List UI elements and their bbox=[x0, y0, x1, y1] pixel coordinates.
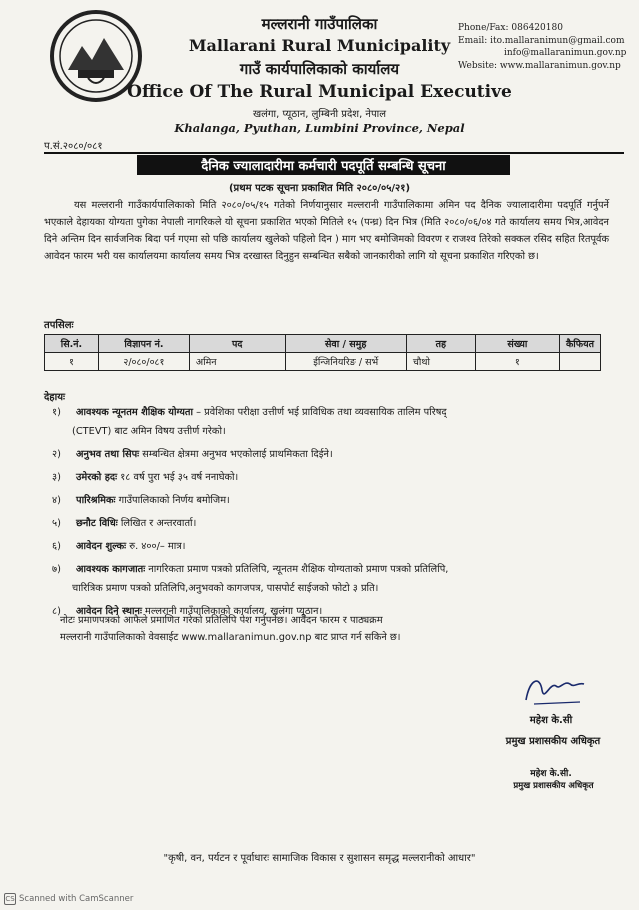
office-name-en: Office Of The Rural Municipal Executive bbox=[127, 82, 512, 102]
note-line-1: नोटः प्रमाणपत्रको आफैले प्रमाणित गरेको प्रतिलिपि पेश गर्नुपर्नेछ। आवेदन फारम र पाठ्यक्रम bbox=[60, 615, 383, 626]
cell-post: अमिन bbox=[189, 353, 285, 371]
item-text: गाउँपालिकाको निर्णय बमोजिम। bbox=[115, 495, 230, 506]
item-text: १८ वर्ष पुरा भई ३५ वर्ष ननाघेको। bbox=[117, 472, 239, 483]
email-primary: Email: ito.mallaranimun@gmail.com bbox=[458, 35, 625, 46]
signature-icon bbox=[520, 672, 590, 708]
list-item bbox=[52, 494, 612, 508]
cell-count: १ bbox=[475, 353, 559, 371]
vacancy-table bbox=[44, 334, 601, 371]
tapasil-label: तपसिलः bbox=[44, 320, 74, 331]
col-advert-no: विज्ञापन नं. bbox=[98, 335, 189, 353]
item-text: मल्लरानी गाउँपालिकाको कार्यालय, खलंगा प्यूठान। bbox=[141, 606, 323, 617]
list-item bbox=[52, 448, 612, 462]
item-label: उमेरको हदः bbox=[76, 472, 118, 483]
item-text: – प्रवेशिका परीक्षा उत्तीर्ण भई प्राविधिक तथा व्यवसायिक तालिम परिषद् bbox=[193, 407, 447, 418]
item-number: ७) bbox=[52, 564, 61, 575]
address-en: Khalanga, Pyuthan, Lumbini Province, Nepal bbox=[174, 121, 465, 135]
header-divider bbox=[44, 152, 624, 154]
col-level: तह bbox=[406, 335, 475, 353]
cell-service-group: ईन्जिनियरिङ / सर्भे bbox=[285, 353, 406, 371]
note-block bbox=[60, 612, 615, 646]
item-label: आवेदन दिने स्थानः bbox=[76, 606, 142, 617]
list-item bbox=[52, 406, 612, 439]
item-number: २) bbox=[52, 449, 61, 460]
address-np: खलंगा, प्यूठान, लुम्बिनी प्रदेश, नेपाल bbox=[252, 109, 387, 120]
item-text: रु. ४००/– मात्र। bbox=[126, 541, 186, 552]
scanner-watermark bbox=[4, 893, 133, 905]
item-continuation: चारित्रिक प्रमाण पत्रको प्रतिलिपि,अनुभवको कागजपत्र, पासपोर्ट साईजको फोटो ३ प्रति। bbox=[72, 583, 379, 594]
item-text: नागरिकता प्रमाण पत्रको प्रतिलिपि, न्यूनतम शैक्षिक योग्यताको प्रमाण पत्रको प्रतिलिपि, bbox=[145, 564, 449, 575]
scanner-text: Scanned with CamScanner bbox=[19, 894, 134, 904]
municipality-name-en: Mallarani Rural Municipality bbox=[188, 36, 451, 55]
email-secondary: info@mallaranimun.gov.np bbox=[504, 48, 627, 58]
cell-serial: १ bbox=[45, 353, 99, 371]
item-number: ३) bbox=[52, 472, 61, 483]
item-label: पारिश्रमिकः bbox=[76, 495, 116, 506]
camscanner-icon: CS bbox=[5, 895, 15, 903]
list-item bbox=[52, 563, 612, 596]
requirements-list bbox=[52, 406, 612, 628]
notice-body: यस मल्लरानी गाउँकार्यपालिकाको मिति २०८०/०५/१५ गतेको निर्णयानुसार मल्लरानी गाउँपालिकामा अमिन पद दैनिक ज्यालादारीमा पदपूर्ति गर्नुपर्ने भएकाले देहायका योग्यता पुगेका नेपाली नागरिकले यो सूचना प्रकाशित भएको मितिले १५ (पन्ध्र) दिन भित्र (मिति २०८०/०६/०४ गते कार्यालय समय भित्र,आवेदन दिने अन्तिम दिन सार्वजनिक बिदा पर्न गएमा सो पछि कार्यालय खुलेको पहिलो दिन ) माग भए बमोजिमको विवरण र राजश्‍व तिरेको सक्कल रसिद सहित रितपूर्वक आवेदन फारम भरी यस कार्यालयमा कार्यालय समय भित्र दरखास्त दिनुहुन सम्बन्धित सबैको जानकारीको लागि यो सूचना प्रकाशित गरिएको छ। bbox=[44, 200, 609, 262]
list-item bbox=[52, 517, 612, 531]
item-number: ४) bbox=[52, 495, 61, 506]
col-count: संख्या bbox=[475, 335, 559, 353]
item-number: १) bbox=[52, 407, 61, 418]
cell-advert-no: २/०८०/०८१ bbox=[98, 353, 189, 371]
municipality-name-np: मल्लरानी गाउँपालिका bbox=[261, 15, 378, 33]
item-label: आवेदन शुल्कः bbox=[76, 541, 127, 552]
table-row bbox=[45, 353, 601, 371]
item-label: आवश्यक कागजातः bbox=[76, 564, 146, 575]
website: Website: www.mallaranimun.gov.np bbox=[458, 60, 621, 71]
table-header-row bbox=[45, 335, 601, 353]
notice-subtitle: (प्रथम पटक सूचना प्रकाशित मिति २०८०/०५/२१) bbox=[228, 183, 411, 194]
office-name-np: गाउँ कार्यपालिकाको कार्यालय bbox=[239, 60, 400, 78]
item-label: अनुभव तथा सिपः bbox=[76, 449, 140, 460]
item-label: आवश्यक न्यूनतम शैक्षिक योग्यता bbox=[76, 407, 194, 418]
item-number: ५) bbox=[52, 518, 61, 529]
signatory-title: प्रमुख प्रशासकीय अधिकृत bbox=[505, 736, 601, 747]
note-line-2: मल्लरानी गाउँपालिकाको वेवसाईट www.mallaranimun.gov.np बाट प्राप्त गर्न सकिने छ। bbox=[60, 632, 401, 643]
contact-block bbox=[458, 22, 626, 72]
item-label: छनौट विधिः bbox=[76, 518, 118, 529]
item-number: ८) bbox=[52, 606, 61, 617]
item-continuation: (CTEVT) बाट अमिन विषय उत्तीर्ण गरेको। bbox=[72, 426, 226, 437]
col-remarks: कैफियत bbox=[559, 335, 600, 353]
notice-title: दैनिक ज्यालादारीमा कर्मचारी पदपूर्ति सम्बन्धि सूचना bbox=[201, 159, 446, 174]
cell-remarks bbox=[559, 353, 600, 371]
stamp-name: महेश के.सी. bbox=[530, 769, 572, 779]
col-serial: सि.नं. bbox=[45, 335, 99, 353]
list-item bbox=[52, 471, 612, 485]
col-post: पद bbox=[189, 335, 285, 353]
col-service-group: सेवा / समुह bbox=[285, 335, 406, 353]
phone-fax: Phone/Fax: 086420180 bbox=[458, 23, 563, 33]
stamp-title: प्रमुख प्रशासकीय अधिकृत bbox=[513, 781, 594, 791]
list-item bbox=[52, 540, 612, 554]
dehay-label: देहायः bbox=[44, 392, 66, 403]
item-text: लिखित र अन्तरवार्ता। bbox=[117, 518, 197, 529]
signatory-name: महेश के.सी bbox=[529, 715, 573, 726]
item-text: सम्बन्धित क्षेत्रमा अनुभव भएकोलाई प्राथमिकता दिईने। bbox=[139, 449, 333, 460]
item-number: ६) bbox=[52, 541, 61, 552]
motto: "कृषी, वन, पर्यटन र पूर्वाधारः सामाजिक विकास र सुशासन समृद्ध मल्लरानीको आधार" bbox=[163, 853, 476, 864]
reference-number: प.सं.२०८०/०८१ bbox=[44, 141, 103, 152]
cell-level: चौथो bbox=[406, 353, 475, 371]
